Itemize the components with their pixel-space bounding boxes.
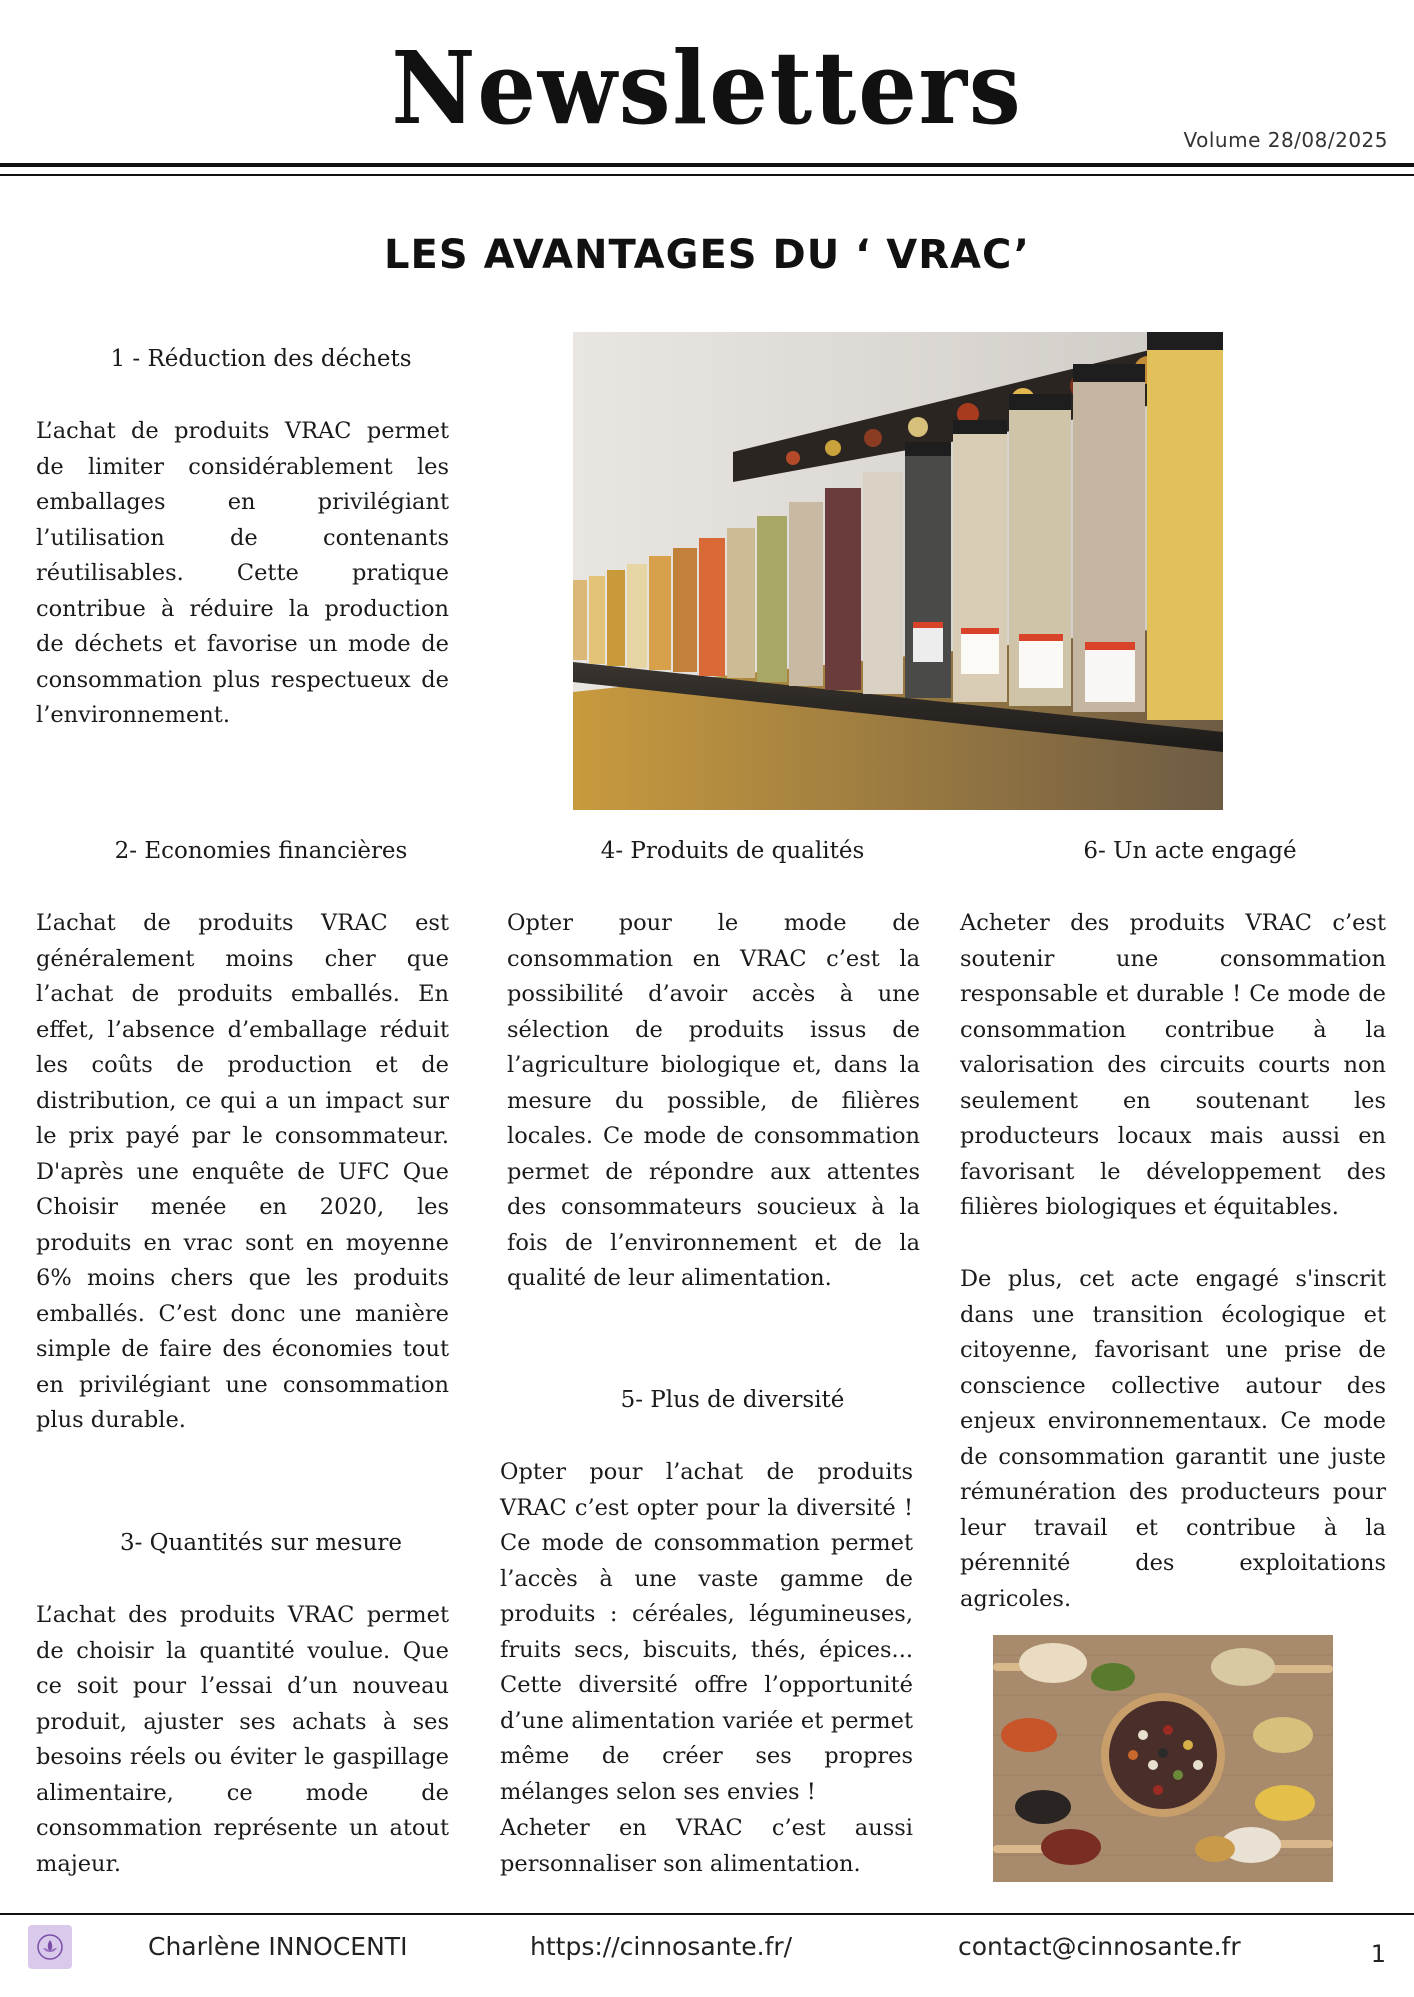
section-3-text: L’achat des produits VRAC permet de choisir la quantité voulue. Que ce soit pour l’essai d’un nouveau produit, ajuster ses achats à ses besoins réels ou éviter le gaspillage alimentaire, ce mode de consommation représente un atout majeur.: [36, 1602, 449, 1877]
footer-email-link[interactable]: contact@cinnosante.fr: [958, 1932, 1241, 1961]
section-6-text: Acheter des produits VRAC c’est soutenir une consommation responsable et durable ! Ce mode de consommation contribue à la valorisation des circuits courts non seulement en soutenant les producteurs locaux mais aussi en favorisant le développement des filières biologiques et équitables.: [960, 910, 1386, 1220]
section-2-text: L’achat de produits VRAC est généralement moins cher que l’achat de produits emballés. En effet, l’absence d’emballage réduit les coûts de production et de distribution, ce qui a un impact sur le prix payé par le consommateur. D'après une enquête de UFC Que Choisir menée en 2020, les produits en vrac sont en moyenne 6% moins chers que les produits emballés. C’est donc une manière simple de faire des économies tout en privilégiant une consommation plus durable.: [36, 910, 449, 1433]
legume-spoons-photo: [993, 1635, 1333, 1882]
footer-rule: [0, 1913, 1414, 1915]
section-6-text-2: De plus, cet acte engagé s'inscrit dans une transition écologique et citoyenne, favorisant une prise de conscience collective autour des enjeux environnementaux. Ce mode de consommation garantit une juste rémunération des producteurs pour leur travail et contribue à la pérennité des exploitations agricoles.: [960, 1266, 1386, 1612]
section-5-title: 5- Plus de diversité: [620, 1387, 845, 1413]
volume-date: Volume 28/08/2025: [1183, 128, 1388, 152]
footer-author: Charlène INNOCENTI: [148, 1932, 408, 1961]
masthead-title: Newsletters: [391, 29, 1023, 147]
section-1-text: L’achat de produits VRAC permet de limiter considérablement les emballages en privilégiant l’utilisation de contenants réutilisables. Cette pratique contribue à réduire la production de déchets et favorise un mode de consommation plus respectueux de l’environnement.: [36, 418, 449, 728]
page-number: 1: [1370, 1940, 1386, 1968]
section-2-title: 2- Economies financières: [114, 838, 408, 864]
lotus-icon: [35, 1932, 65, 1962]
page-headline: LES AVANTAGES DU ‘ VRAC’: [384, 232, 1030, 278]
section-3-title: 3- Quantités sur mesure: [119, 1530, 403, 1556]
section-5-text-2: Acheter en VRAC c’est aussi personnaliser son alimentation.: [500, 1815, 913, 1877]
section-4-text: Opter pour le mode de consommation en VRAC c’est la possibilité d’avoir accès à une sélection de produits issus de l’agriculture biologique et, dans la mesure du possible, de filières locales. Ce mode de consommation permet de répondre aux attentes des consommateurs soucieux à la fois de l’environnement et de la qualité de leur alimentation.: [507, 910, 920, 1291]
brand-logo: [28, 1925, 72, 1969]
section-5-text: Opter pour l’achat de produits VRAC c’est opter pour la diversité ! Ce mode de consommation permet l’accès à une vaste gamme de produits : céréales, légumineuses, fruits secs, biscuits, thés, épices... Cette diversité offre l’opportunité d’une alimentation variée et permet même de créer ses propres mélanges selon ses envies !: [500, 1459, 913, 1805]
masthead-rule-thin: [0, 174, 1414, 176]
footer-website-link[interactable]: https://cinnosante.fr/: [530, 1932, 793, 1961]
section-1-title: 1 - Réduction des déchets: [110, 346, 412, 372]
section-4-title: 4- Produits de qualités: [600, 838, 865, 864]
masthead-rule-thick: [0, 163, 1414, 167]
section-6-title: 6- Un acte engagé: [1083, 838, 1297, 864]
bulk-dispensers-photo: [573, 332, 1223, 810]
